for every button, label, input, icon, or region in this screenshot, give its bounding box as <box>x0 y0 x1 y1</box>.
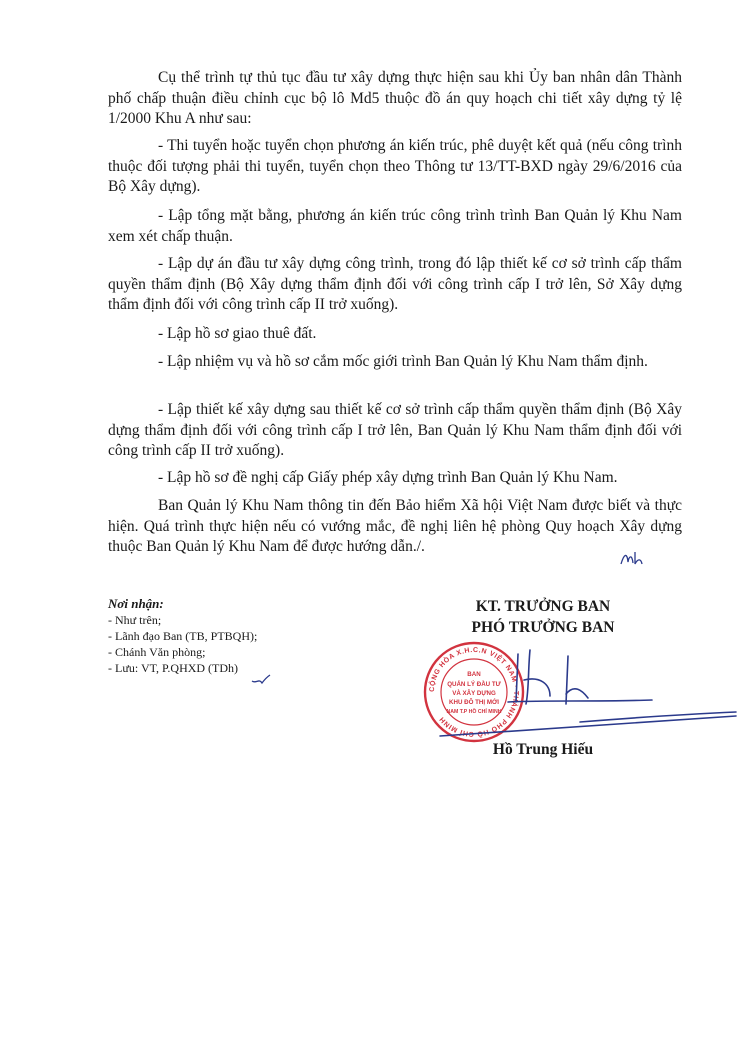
signer-name: Hồ Trung Hiếu <box>492 741 594 758</box>
recipient-item: - Chánh Văn phòng; <box>108 645 206 659</box>
initials-mark <box>618 548 646 570</box>
signature-title-1: KT. TRƯỞNG BAN <box>475 598 611 615</box>
stamp-center-line: VÀ XÂY DỰNG <box>452 690 496 697</box>
stamp-center-line: BAN <box>467 671 481 678</box>
recipient-item: - Như trên; <box>108 613 162 627</box>
step-boundary-markers: - Lập nhiệm vụ và hồ sơ cắm mốc giới trình Ban Quản lý Khu Nam thẩm định. <box>158 353 648 370</box>
step-land-lease: - Lập hồ sơ giao thuê đất. <box>158 325 317 342</box>
step-building-permit: - Lập hồ sơ đề nghị cấp Giấy phép xây dựng trình Ban Quản lý Khu Nam. <box>158 469 618 486</box>
handwritten-signature <box>400 640 740 750</box>
recipients-list <box>108 612 257 676</box>
step-construction-design: - Lập thiết kế xây dựng sau thiết kế cơ sở trình cấp thẩm quyền thẩm định (Bộ Xây dựng thẩm định đối với công trình cấp I trở lên, Ban Quản lý Khu Nam thẩm định đối với công trình cấp II trở xuống). <box>108 401 682 459</box>
stamp-center-line: QUẢN LÝ ĐẦU TƯ <box>447 681 501 688</box>
stamp-ring-text: CỘNG HÒA X.H.C.N VIỆT NAM · THÀNH PHỐ HỒ CHÍ MINH <box>428 646 520 738</box>
stamp-center-line: NAM T.P HỒ CHÍ MINH <box>446 709 502 715</box>
step-investment-project: - Lập dự án đầu tư xây dựng công trình, trong đó lập thiết kế cơ sở trình cấp thẩm quyền thẩm định (Bộ Xây dựng thẩm định đối với công trình cấp I trở lên, Sở Xây dựng thẩm định đối với công trình cấp II trở xuống). <box>108 255 682 313</box>
step-architecture-selection: - Thi tuyển hoặc tuyển chọn phương án kiến trúc, phê duyệt kết quả (nếu công trình thuộc đối tượng phải thi tuyển, tuyển chọn theo Thông tư 13/TT-BXD ngày 29/6/2016 của Bộ Xây dựng). <box>108 137 682 195</box>
recipients-block <box>108 596 257 676</box>
intro-paragraph: Cụ thể trình tự thủ tục đầu tư xây dựng thực hiện sau khi Ủy ban nhân dân Thành phố chấp thuận điều chỉnh cục bộ lô Md5 thuộc đồ án quy hoạch chi tiết xây dựng tỷ lệ 1/2000 Khu A như sau: <box>108 69 682 127</box>
checkmark-icon <box>250 672 272 688</box>
recipient-item: - Lãnh đạo Ban (TB, PTBQH); <box>108 629 258 643</box>
closing-paragraph: Ban Quản lý Khu Nam thông tin đến Bảo hiểm Xã hội Việt Nam được biết và thực hiện. Quá trình thực hiện nếu có vướng mắc, đề nghị liên hệ phòng Quy hoạch Xây dựng thuộc Ban Quản lý Khu Nam để được hướng dẫn./. <box>108 497 682 555</box>
stamp-center-line: KHU ĐÔ THỊ MỚI <box>449 699 499 706</box>
signature-title-2: PHÓ TRƯỞNG BAN <box>471 619 615 636</box>
recipient-item: - Lưu: VT, P.QHXD (TDh) <box>108 661 239 675</box>
step-master-plan: - Lập tổng mặt bằng, phương án kiến trúc công trình trình Ban Quản lý Khu Nam xem xét chấp thuận. <box>108 207 682 245</box>
recipients-heading: Nơi nhận: <box>108 596 164 611</box>
